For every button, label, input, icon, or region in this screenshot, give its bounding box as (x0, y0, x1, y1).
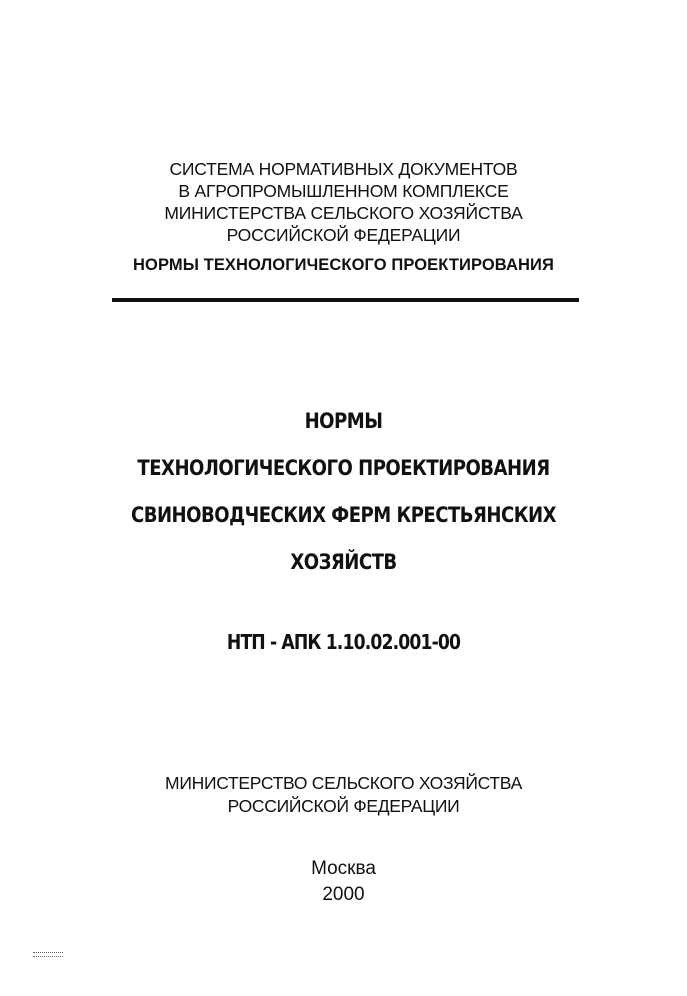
imprint (0, 856, 687, 908)
publication-city: Москва (311, 858, 376, 879)
publication-year: 2000 (322, 884, 365, 905)
header-line: СИСТЕМА НОРМАТИВНЫХ ДОКУМЕНТОВ (169, 159, 518, 179)
publisher (0, 772, 687, 818)
issuing-system-header (0, 158, 687, 246)
scan-mark-decoration (33, 952, 63, 957)
publisher-line: МИНИСТЕРСТВО СЕЛЬСКОГО ХОЗЯЙСТВА (165, 773, 522, 793)
document-title (48, 398, 639, 586)
series-title: НОРМЫ ТЕХНОЛОГИЧЕСКОГО ПРОЕКТИРОВАНИЯ (133, 256, 554, 274)
title-line: НОРМЫ (304, 409, 383, 433)
publisher-line: РОССИЙСКОЙ ФЕДЕРАЦИИ (227, 796, 460, 816)
title-line: ХОЗЯЙСТВ (290, 550, 397, 574)
title-line: СВИНОВОДЧЕСКИХ ФЕРМ КРЕСТЬЯНСКИХ (130, 503, 557, 527)
header-line: МИНИСТЕРСТВА СЕЛЬСКОГО ХОЗЯЙСТВА (164, 203, 523, 223)
header-line: РОССИЙСКОЙ ФЕДЕРАЦИИ (226, 225, 461, 245)
header-line: В АГРОПРОМЫШЛЕННОМ КОМПЛЕКСЕ (178, 181, 509, 201)
horizontal-rule (112, 298, 579, 302)
document-code: НТП - АПК 1.10.02.001-00 (226, 630, 461, 654)
title-line: ТЕХНОЛОГИЧЕСКОГО ПРОЕКТИРОВАНИЯ (137, 456, 550, 480)
